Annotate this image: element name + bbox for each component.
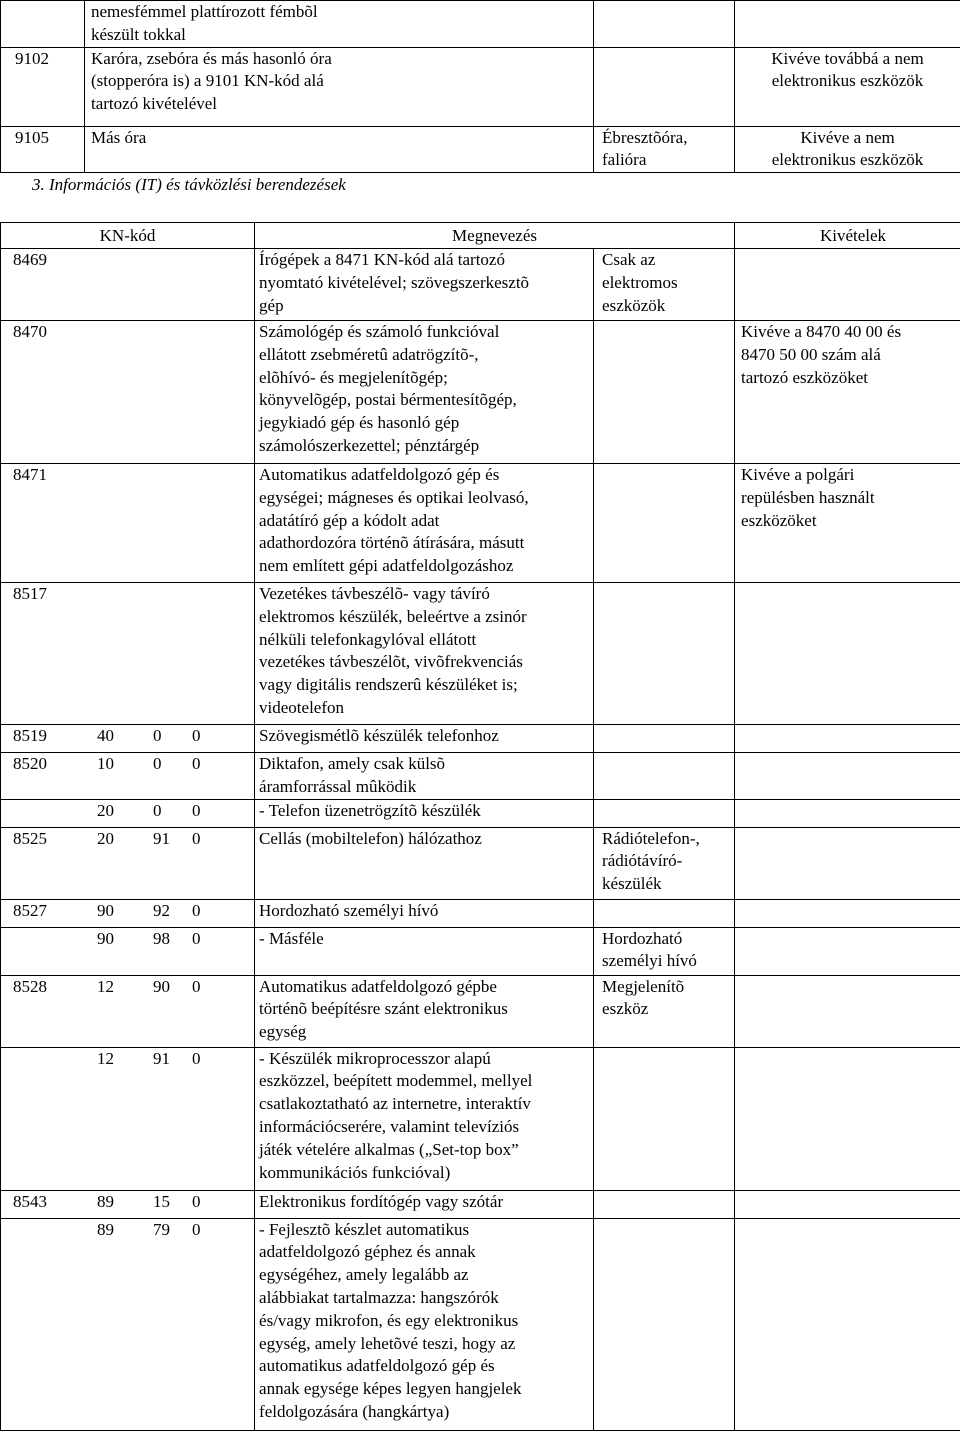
exception-cell: [735, 1, 960, 48]
kn-code-cell: [1, 1047, 255, 1190]
description-cell: Más óra: [85, 126, 594, 173]
kn-code-part: 20: [97, 828, 114, 848]
kn-code-part: 8520: [13, 754, 47, 773]
exception-cell: [735, 899, 960, 927]
kn-code-part: [13, 800, 97, 823]
kn-code-cell: [1, 827, 255, 899]
exception-cell: [735, 249, 960, 321]
kn-code-part: 0: [192, 800, 201, 820]
description-cell: - Készülék mikroprocesszor alapú eszközzel, beépített modemmel, mellyel csatlakoztatható az internetre, interaktív információcserére, valamint televíziós játék vételére alkalmas („Set-top box” kommunikációs funkcióval): [255, 1047, 594, 1190]
table-row: [1, 975, 960, 1047]
kn-code-cell: [1, 1218, 255, 1430]
header-kn-code: KN-kód: [1, 223, 255, 249]
exception-cell: [735, 1190, 960, 1218]
table-row: [1, 899, 960, 927]
note-cell: [594, 1, 735, 48]
header-exceptions: Kivételek: [735, 223, 960, 249]
kn-code-cell: [1, 249, 255, 321]
kn-code-part: 98: [153, 928, 170, 948]
kn-code-part: 0: [153, 754, 162, 773]
table-row: [1, 753, 960, 800]
kn-code-part: 90: [97, 928, 114, 948]
kn-code-part: [13, 1219, 97, 1242]
note-cell: Csak az elektromos eszközök: [594, 249, 735, 321]
kn-code-part: 20: [97, 800, 114, 820]
header-name: Megnevezés: [255, 223, 735, 249]
kn-code-part: 0: [192, 976, 201, 996]
exception-cell: [735, 975, 960, 1047]
exception-cell: [735, 725, 960, 753]
kn-code-part: [153, 321, 192, 344]
note-cell: [594, 799, 735, 827]
kn-code-part: [153, 249, 192, 272]
kn-code-part: 12: [97, 1048, 114, 1068]
description-cell: Diktafon, amely csak külsõ áramforrással mûködik: [255, 753, 594, 800]
description-cell: Szövegismétlõ készülék telefonhoz: [255, 725, 594, 753]
exception-cell: [735, 583, 960, 725]
table-row: [1, 1047, 960, 1190]
kn-code-part: 8543: [13, 1191, 47, 1211]
description-cell: - Telefon üzenetrögzítõ készülék: [255, 799, 594, 827]
kn-code-part: 12: [97, 976, 114, 996]
kn-code-part: [153, 464, 192, 487]
table-row: [1, 464, 960, 583]
kn-code-cell: [1, 753, 255, 800]
section-heading: 3. Információs (IT) és távközlési berendezések: [32, 175, 346, 194]
kn-code-part: 8469: [13, 250, 47, 269]
description-cell: - Másféle: [255, 927, 594, 975]
kn-code-cell: [1, 1, 85, 48]
description-cell: Írógépek a 8471 KN-kód alá tartozó nyomtató kivételével; szövegszerkesztõ gép: [255, 249, 594, 321]
table-row: [1, 927, 960, 975]
note-cell: [594, 583, 735, 725]
note-cell: Hordozható személyi hívó: [594, 927, 735, 975]
description-cell: Karóra, zsebóra és más hasonló óra (stopperóra is) a 9101 KN-kód alá tartozó kivételével: [85, 47, 594, 126]
kn-code-part: 79: [153, 1219, 170, 1239]
note-cell: Rádiótelefon-, rádiótávíró- készülék: [594, 827, 735, 899]
table-row: [1, 827, 960, 899]
exception-cell: [735, 753, 960, 800]
note-cell: Ébresztõóra, falióra: [594, 126, 735, 173]
exception-cell: [735, 927, 960, 975]
description-cell: Automatikus adatfeldolgozó gép és egységei; mágneses és optikai leolvasó, adatátíró gép a kódolt adat adathordozóra történõ átírására, másutt nem említett gépi adatfeldolgozáshoz: [255, 464, 594, 583]
kn-code-part: 0: [192, 828, 201, 848]
kn-code-part: 10: [97, 754, 114, 773]
table-row: [1, 321, 960, 464]
table-row: [1, 249, 960, 321]
table-row: [1, 1218, 960, 1430]
kn-code-part: 0: [192, 1048, 201, 1068]
note-cell: Megjelenítõ eszköz: [594, 975, 735, 1047]
exception-cell: [735, 827, 960, 899]
note-cell: [594, 1047, 735, 1190]
kn-code-cell: 9105: [1, 126, 85, 173]
kn-code-cell: [1, 321, 255, 464]
table-row: [1, 1190, 960, 1218]
kn-code-part: 0: [192, 928, 201, 948]
kn-code-part: [97, 464, 153, 487]
kn-code-part: [13, 928, 97, 951]
kn-code-part: 15: [153, 1191, 170, 1211]
kn-code-cell: [1, 799, 255, 827]
main-table: [0, 222, 960, 1431]
kn-code-cell: [1, 1190, 255, 1218]
exception-cell: [735, 799, 960, 827]
table-header-row: [1, 223, 960, 249]
kn-code-part: 8519: [13, 726, 47, 745]
kn-code-part: 89: [97, 1219, 114, 1239]
kn-code-part: 40: [97, 726, 114, 745]
exception-cell: Kivéve továbbá a nem elektronikus eszközök: [735, 47, 960, 126]
kn-code-part: [97, 249, 153, 272]
top-table: [0, 0, 960, 173]
kn-code-part: 0: [153, 726, 162, 745]
kn-code-cell: [1, 975, 255, 1047]
kn-code-part: 90: [97, 900, 114, 920]
kn-code-cell: [1, 464, 255, 583]
kn-code-part: 0: [192, 1191, 201, 1211]
note-cell: [594, 464, 735, 583]
kn-code-part: 8517: [13, 584, 47, 603]
table-row: [1, 583, 960, 725]
description-cell: Számológép és számoló funkcióval ellátott zsebméretû adatrögzítõ-, elõhívó- és megjelenítõgép; könyvelõgép, postai bérmentesítõgép, jegykiadó gép és hasonló gép számolószerkezettel; pénztárgép: [255, 321, 594, 464]
kn-code-part: 8527: [13, 900, 47, 920]
kn-code-part: 0: [153, 800, 162, 820]
kn-code-part: 92: [153, 900, 170, 920]
table-row: [1, 799, 960, 827]
note-cell: [594, 753, 735, 800]
exception-cell: [735, 1218, 960, 1430]
exception-cell: Kivéve a polgári repülésben használt eszközöket: [735, 464, 960, 583]
exception-cell: [735, 1047, 960, 1190]
kn-code-cell: [1, 583, 255, 725]
kn-code-part: 91: [153, 828, 170, 848]
description-cell: Vezetékes távbeszélõ- vagy távíró elektromos készülék, beleértve a zsinór nélküli telefonkagylóval ellátott vezetékes távbeszélõt, vivõfrekvenciás vagy digitális rendszerû készüléket is; videotelefon: [255, 583, 594, 725]
note-cell: [594, 899, 735, 927]
kn-code-part: 91: [153, 1048, 170, 1068]
description-cell: Cellás (mobiltelefon) hálózathoz: [255, 827, 594, 899]
kn-code-part: 8528: [13, 976, 47, 996]
kn-code-part: 8471: [13, 465, 47, 484]
description-cell: Automatikus adatfeldolgozó gépbe történõ beépítésre szánt elektronikus egység: [255, 975, 594, 1047]
description-cell: Hordozható személyi hívó: [255, 899, 594, 927]
table-row: [1, 126, 960, 173]
kn-code-part: [153, 583, 192, 606]
kn-code-part: [97, 583, 153, 606]
description-cell: - Fejlesztõ készlet automatikus adatfeldolgozó géphez és annak egységéhez, amely legalább az alábbiakat tartalmazza: hangszórók és/vagy mikrofon, és egy elektronikus egység, amely lehetõvé teszi, hogy az automatikus adatfeldolgozó gép és annak egysége képes legyen hangjelek feldolgozására (hangkártya): [255, 1218, 594, 1430]
description-cell: nemesfémmel plattírozott fémbõl készült tokkal: [85, 1, 594, 48]
note-cell: [594, 1218, 735, 1430]
description-cell: Elektronikus fordítógép vagy szótár: [255, 1190, 594, 1218]
kn-code-part: 0: [192, 900, 201, 920]
table-row: [1, 47, 960, 126]
kn-code-cell: [1, 725, 255, 753]
exception-cell: Kivéve a 8470 40 00 és 8470 50 00 szám alá tartozó eszközöket: [735, 321, 960, 464]
table-row: [1, 725, 960, 753]
kn-code-cell: [1, 899, 255, 927]
kn-code-cell: 9102: [1, 47, 85, 126]
note-cell: [594, 47, 735, 126]
kn-code-part: 90: [153, 976, 170, 996]
exception-cell: Kivéve a nem elektronikus eszközök: [735, 126, 960, 173]
kn-code-part: 0: [192, 754, 201, 773]
kn-code-part: 8525: [13, 828, 47, 848]
kn-code-part: [13, 1048, 97, 1071]
note-cell: [594, 321, 735, 464]
kn-code-part: 8470: [13, 322, 47, 341]
kn-code-part: [97, 321, 153, 344]
kn-code-part: 89: [97, 1191, 114, 1211]
note-cell: [594, 725, 735, 753]
note-cell: [594, 1190, 735, 1218]
kn-code-part: 0: [192, 1219, 201, 1239]
kn-code-part: 0: [192, 726, 201, 745]
table-row: [1, 1, 960, 48]
kn-code-cell: [1, 927, 255, 975]
